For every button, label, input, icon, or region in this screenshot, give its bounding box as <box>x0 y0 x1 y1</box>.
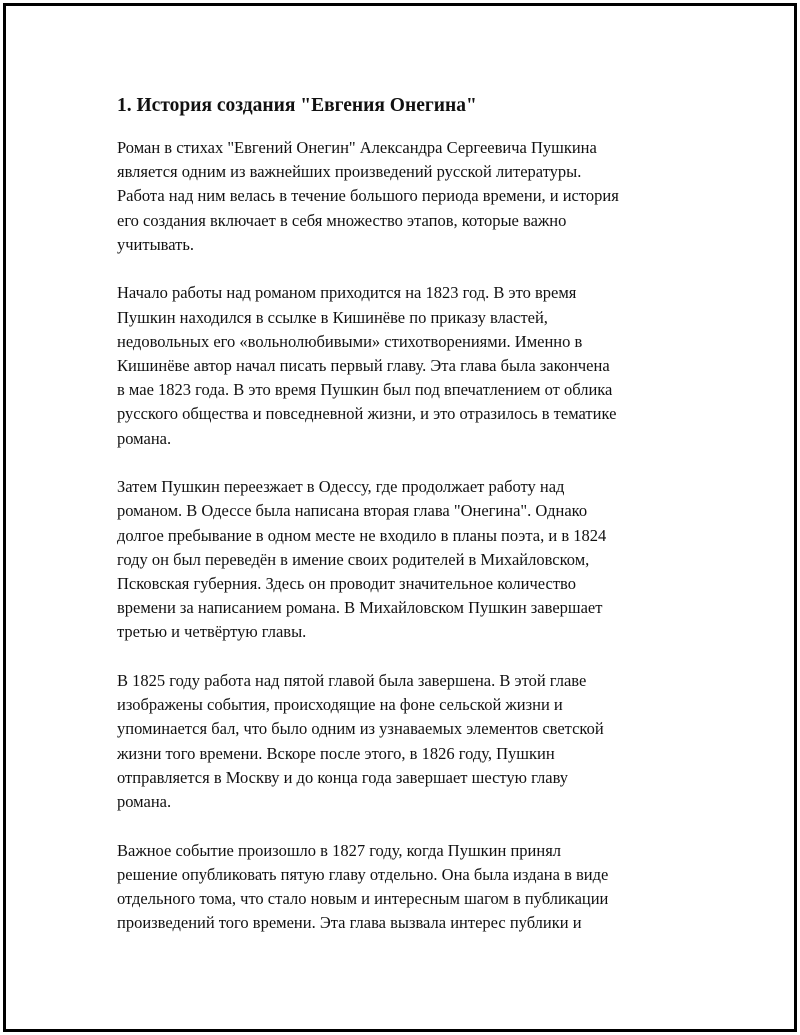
paragraph-2: Начало работы над романом приходится на 1823 год. В это время Пушкин находился в ссылке в Кишинёве по приказу властей, недовольных его «вольнолюбивыми» стихотворениями. Именно в Кишинёве автор начал писать первый главу. Эта глава была закончена в мае 1823 года. В это время Пушкин был под впечатлением от облика русского общества и повседневной жизни, и это отразилось в тематике романа. <box>117 283 617 448</box>
paragraph-5: Важное событие произошло в 1827 году, когда Пушкин принял решение опубликовать пятую главу отдельно. Она была издана в виде отдельного тома, что стало новым и интересным шагом в публикации произведений того времени. Эта глава вызвала интерес публики и <box>117 840 609 933</box>
paragraph-4: В 1825 году работа над пятой главой была завершена. В этой главе изображены события, происходящие на фоне сельской жизни и упоминается бал, что было одним из узнаваемых элементов светской жизни того времени. Вскоре после этого, в 1826 году, Пушкин отправляется в Москву и до конца года завершает шестую главу романа. <box>117 671 604 812</box>
section-heading: 1. История создания "Евгения Онегина" <box>117 95 477 116</box>
paragraph-3: Затем Пушкин переезжает в Одессу, где продолжает работу над романом. В Одессе была написана вторая глава "Онегина". Однако долгое пребывание в одном месте не входило в планы поэта, и в 1824 году он был переведён в имение своих родителей в Михайловском, Псковская губерния. Здесь он проводит значительное количество времени за написанием романа. В Михайловском Пушкин завершает третью и четвёртую главы. <box>117 477 607 642</box>
paragraph-1: Роман в стихах "Евгений Онегин" Александра Сергеевича Пушкина является одним из важнейших произведений русской литературы. Работа над ним велась в течение большого периода времени, и история его создания включает в себя множество этапов, которые важно учитывать. <box>117 138 619 254</box>
document-body <box>117 93 707 960</box>
